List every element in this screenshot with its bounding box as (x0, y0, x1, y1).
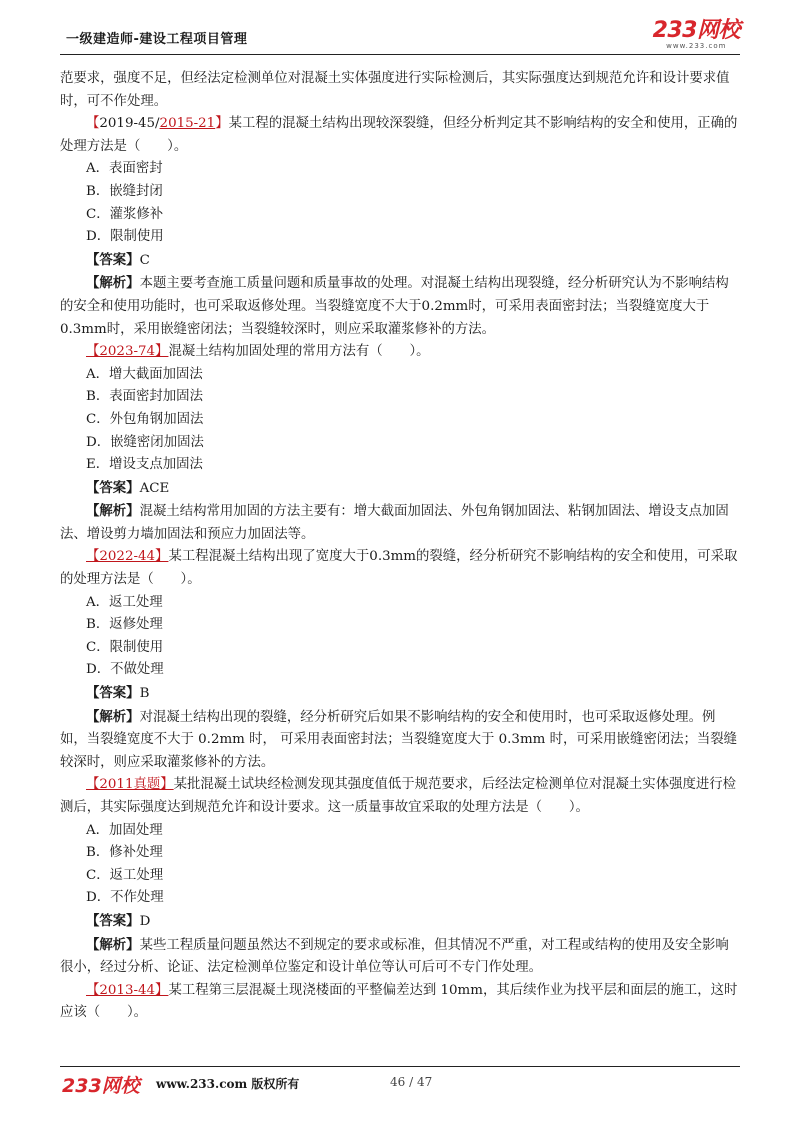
question-tag[interactable]: 【2013-44】 (86, 982, 169, 998)
question-stem: 某批混凝土试块经检测发现其强度值低于规范要求，后经法定检测单位对混凝土实体强度进行检测后，其实际强度达到规范允许和设计要求。这一质量事故宜采取的处理方法是（ ）。 (60, 777, 737, 815)
question-3 (60, 546, 742, 591)
answer-line (60, 477, 742, 501)
answer-value: ACE (139, 480, 170, 496)
logo-url: www.233.com (666, 42, 727, 50)
option: A．加固处理 (86, 822, 163, 838)
answer-label: 【答案】 (86, 685, 140, 702)
option: C．限制使用 (86, 639, 164, 655)
option: C．灌浆修补 (86, 206, 164, 222)
option: B．表面密封加固法 (86, 389, 203, 405)
footer-logo: 233网校 (62, 1075, 140, 1097)
answer-value: B (139, 686, 150, 702)
question-tag-open: 【 (86, 116, 100, 132)
answer-line (60, 249, 742, 273)
option: A．返工处理 (86, 594, 163, 610)
question-2 (60, 341, 742, 364)
footer-copyright: www.233.com 版权所有 (156, 1077, 300, 1091)
question-4 (60, 774, 742, 819)
option: B．返修处理 (86, 617, 163, 633)
question-1 (60, 113, 742, 158)
analysis-text: 某些工程质量问题虽然达不到规定的要求或标准，但其情况不严重，对工程或结构的使用及安全影响很小，经过分析、论证、法定检测单位鉴定和设计单位等认可后可不专门作处理。 (60, 937, 729, 976)
answer-value: C (139, 252, 150, 268)
question-tag[interactable]: 【2023-74】 (86, 344, 169, 360)
analysis-label: 【解析】 (86, 503, 140, 520)
option: C．返工处理 (86, 867, 164, 883)
option: C．外包角钢加固法 (86, 411, 204, 427)
analysis-paragraph (60, 500, 742, 546)
analysis-text: 对混凝土结构出现的裂缝，经分析研究后如果不影响结构的安全和使用时，也可采取返修处理。例如，当裂缝宽度不大于 0.2mm 时， 可采用表面密封法；当裂缝宽度大于 0.3mm 时，可采用嵌缝密闭法；当裂缝较深时，则应采取灌浆修补的方法。 (60, 709, 738, 770)
intro-paragraph: 范要求，强度不足，但经法定检测单位对混凝土实体强度进行实际检测后，其实际强度达到规范允许和设计要求值时，可不作处理。 (60, 71, 730, 109)
answer-value: D (139, 913, 151, 929)
logo-text: 233网校 (652, 18, 740, 43)
option: D．嵌缝密闭加固法 (86, 434, 204, 450)
question-stem: 混凝土结构加固处理的常用方法有（ ）。 (168, 344, 430, 360)
answer-line (60, 910, 742, 934)
page-number: 46 / 47 (390, 1075, 433, 1089)
page-footer (60, 1066, 740, 1097)
option: D．不作处理 (86, 890, 164, 906)
question-5 (60, 980, 742, 1025)
option: A．表面密封 (86, 161, 163, 177)
question-tag[interactable]: 【2022-44】 (86, 549, 169, 565)
option: D．限制使用 (86, 229, 164, 245)
analysis-text: 混凝土结构常用加固的方法主要有：增大截面加固法、外包角钢加固法、粘钢加固法、增设支点加固法、增设剪力墙加固法和预应力加固法等。 (60, 504, 729, 542)
option: E．增设支点加固法 (86, 457, 203, 473)
question-tag-link[interactable]: 2015-21 (159, 116, 216, 132)
question-tag-close: 】 (215, 116, 229, 132)
analysis-label: 【解析】 (86, 275, 140, 292)
answer-line (60, 682, 742, 706)
option: A．增大截面加固法 (86, 366, 203, 382)
analysis-text: 本题主要考查施工质量问题和质量事故的处理。对混凝土结构出现裂缝，经分析研究认为不影响结构的安全和使用功能时，也可采取返修处理。当裂缝宽度不大于0.2mm时，可采用表面密封法；当裂缝宽度大于0.3mm时，采用嵌缝密闭法；当裂缝较深时，则应采取灌浆修补的方法。 (60, 276, 729, 337)
analysis-paragraph (60, 272, 742, 341)
option: B．嵌缝封闭 (86, 183, 163, 199)
analysis-paragraph (60, 934, 742, 980)
question-tag-year: 2019-45/ (99, 116, 160, 132)
question-stem: 某工程混凝土结构出现了宽度大于0.3mm的裂缝，经分析研究不影响结构的安全和使用，可采取的处理方法是（ ）。 (60, 549, 738, 588)
analysis-label: 【解析】 (86, 936, 140, 953)
option: D．不做处理 (86, 662, 164, 678)
answer-label: 【答案】 (86, 251, 140, 268)
option: B．修补处理 (86, 845, 163, 861)
analysis-label: 【解析】 (86, 708, 140, 725)
document-body (60, 68, 742, 1025)
question-tag[interactable]: 【2011真题】 (86, 777, 174, 793)
analysis-paragraph (60, 706, 742, 775)
question-stem: 某工程第三层混凝土现浇楼面的平整偏差达到 10mm，其后续作业为找平层和面层的施工，这时应该（ ）。 (60, 982, 738, 1021)
answer-label: 【答案】 (86, 912, 140, 929)
header-title: 一级建造师-建设工程项目管理 (66, 32, 248, 47)
brand-logo (653, 20, 740, 50)
question-stem: 某工程的混凝土结构出现较深裂缝，但经分析判定其不影响结构的安全和使用，正确的处理方法是（ ）。 (60, 116, 738, 154)
answer-label: 【答案】 (86, 479, 140, 496)
page-header (60, 18, 740, 55)
